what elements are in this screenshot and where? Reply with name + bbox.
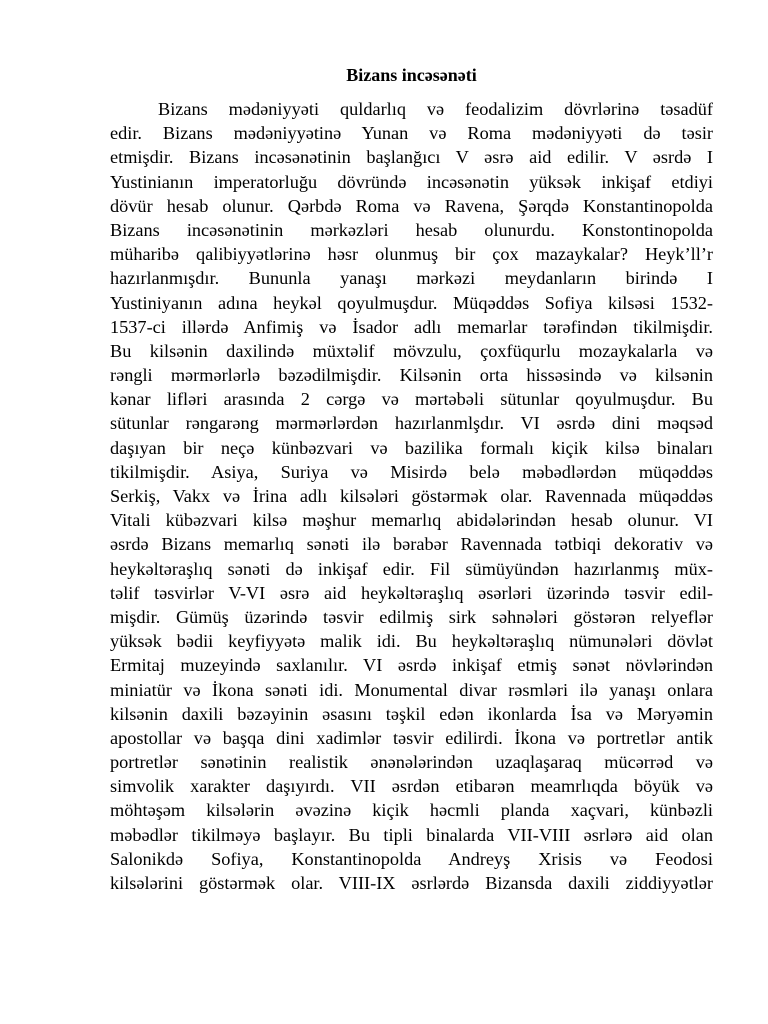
text-line: kənar lifləri arasında 2 cərgə və mərtəbəli sütunlar qoyulmuşdur. Bu — [110, 389, 713, 410]
text-line: Bu kilsənin daxilində müxtəlif mövzulu, çoxfüqurlu mozaykalarla və — [110, 340, 713, 361]
document-title: Bizans incəsənəti — [346, 65, 477, 85]
text-line: kilsələrini göstərmək olar. VIII-IX əsrlərdə Bizansda daxili ziddiyyətlər — [110, 873, 713, 893]
text-line: portretlər sənətinin realistik ənənələrindən uzaqlaşaraq mücərrəd və — [110, 752, 713, 773]
text-line: Yustinianın imperatorluğu dövründə incəsənətin yüksək inkişaf etdiyi — [110, 171, 713, 192]
text-line: Salonikdə Sofiya, Konstantinopolda Andreyş Xrisis və Feodosi — [110, 848, 713, 869]
text-line: məbədlər tikilməyə başlayır. Bu tipli binalarda VII-VIII əsrlərə aid olan — [110, 824, 713, 845]
text-line: Bizans incəsənətinin mərkəzləri hesab olunurdu. Konstontinopolda — [110, 219, 713, 240]
text-line: tikilmişdir. Asiya, Suriya və Misirdə belə məbədlərdən müqəddəs — [110, 461, 713, 482]
text-line: edir. Bizans mədəniyyətinə Yunan və Roma mədəniyyəti də təsir — [110, 123, 713, 144]
text-line: sütunlar rəngarəng mərmərlərdən hazırlanmlşdır. VI əsrdə dini məqsəd — [110, 413, 713, 434]
text-line: Ermitaj muzeyində saxlanılır. VI əsrdə inkişaf etmiş sənət növlərindən — [110, 655, 713, 676]
text-line: müharibə qalibiyyətlərinə həsr olunmuş bir çox mazaykalar? Heyk’ll’r — [110, 244, 713, 265]
text-line: heykəltəraşlıq sənəti də inkişaf edir. Fil sümüyündən hazırlanmış müx- — [110, 558, 713, 579]
text-line: Vitali kübəzvari kilsə məşhur memarlıq abidələrindən hesab olunur. VI — [110, 510, 713, 531]
text-line: apostollar və başqa dini xadimlər təsvir edilirdi. İkona və portretlər antik — [110, 727, 713, 748]
document-page — [110, 63, 713, 895]
text-line: daşıyan bir neçə künbəzvari və bazilika formalı kiçik kilsə binaları — [110, 437, 713, 458]
text-line: möhtəşəm kilsələrin əvəzinə kiçik həcmli planda xaçvari, künbəzli — [110, 800, 713, 821]
text-line: simvolik xarakter daşıyırdı. VII əsrdən etibarən meamrlıqda böyük və — [110, 776, 713, 797]
text-line: Serkiş, Vakx və İrina adlı kilsələri göstərmək olar. Ravennada müqəddəs — [110, 486, 713, 506]
text-line: Bizans mədəniyyəti quldarlıq və feodalizim dövrlərinə təsadüf — [158, 99, 713, 119]
text-line: mişdir. Gümüş üzərində təsvir edilmiş sirk səhnələri göstərən relyeflər — [110, 606, 713, 627]
text-line: etmişdir. Bizans incəsənətinin başlanğıcı V əsrə aid edilir. V əsrdə I — [110, 147, 713, 168]
text-line: miniatür və İkona sənəti idi. Monumental divar rəsmləri ilə yanaşı onlara — [110, 679, 713, 700]
text-line: dövür hesab olunur. Qərbdə Roma və Ravena, Şərqdə Konstantinopolda — [110, 195, 713, 216]
text-line: hazırlanmışdır. Bununla yanaşı mərkəzi meydanların birində I — [110, 268, 713, 289]
text-line: təlif təsvirlər V-VI əsrə aid heykəltəraşlıq əsərləri üzərində təsvir edil- — [110, 582, 713, 603]
text-line: 1537-ci illərdə Anfimiş və İsador adlı memarlar tərəfindən tikilmişdir. — [110, 316, 713, 337]
text-line: yüksək bədii keyfiyyətə malik idi. Bu heykəltəraşlıq nümunələri dövlət — [110, 631, 713, 652]
text-line: kilsənin daxili bəzəyinin əsasını təşkil edən ikonlarda İsa və Məryəmin — [110, 703, 713, 724]
text-line: əsrdə Bizans memarlıq sənəti ilə bərabər Ravennada tətbiqi dekorativ və — [110, 534, 713, 555]
text-line: rəngli mərmərlərlə bəzədilmişdir. Kilsənin orta hissəsində və kilsənin — [110, 365, 713, 386]
text-line: Yustiniyanın adına heykəl qoyulmuşdur. Müqəddəs Sofiya kilsəsi 1532- — [110, 292, 713, 313]
document-body — [110, 97, 713, 895]
